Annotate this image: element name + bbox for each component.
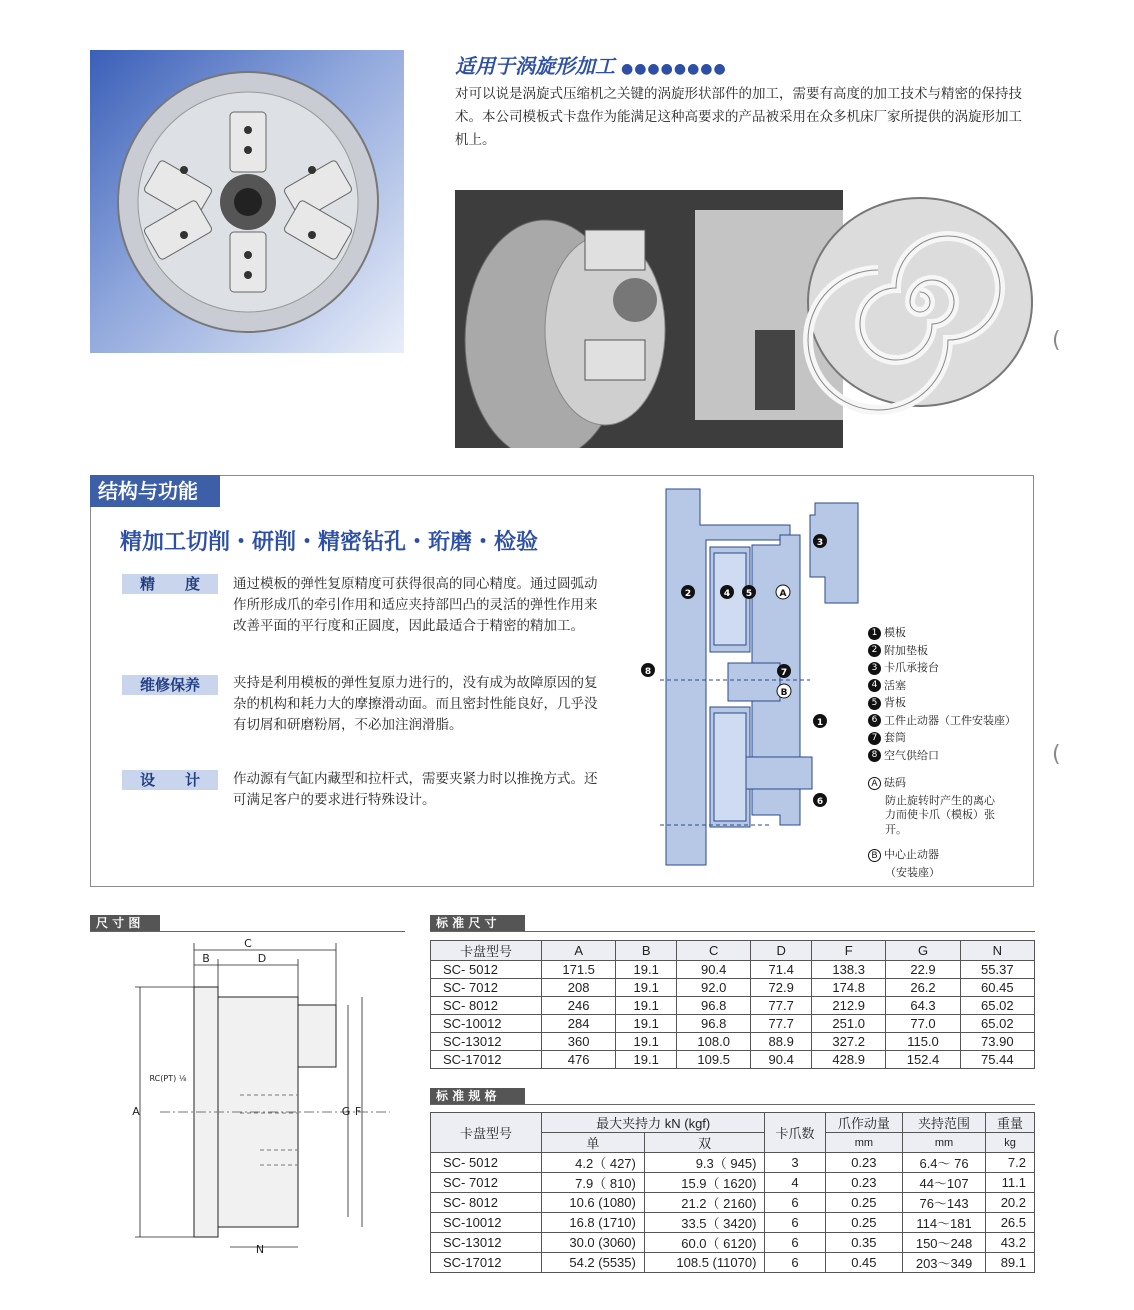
header-rule [430, 931, 1035, 932]
cell: 26.5 [986, 1213, 1035, 1233]
cell: 7.9（ 810) [542, 1173, 645, 1193]
legend-b-desc: （安装座） [885, 865, 940, 879]
cell: 71.4 [751, 961, 812, 979]
col-unit: mm [825, 1133, 902, 1153]
dim-label-d: D [257, 952, 267, 965]
col-header: D [751, 941, 812, 961]
cell: 11.1 [986, 1173, 1035, 1193]
cell: SC- 7012 [431, 979, 542, 997]
cell: 76～143 [903, 1193, 986, 1213]
cell: 6 [765, 1233, 825, 1253]
cell: 73.90 [960, 1033, 1034, 1051]
cell: SC-17012 [431, 1253, 542, 1273]
cell: SC- 8012 [431, 997, 542, 1015]
dimension-drawing-header: 尺 寸 图 [90, 915, 160, 932]
table-row [431, 1173, 1035, 1193]
cell: 19.1 [616, 1051, 677, 1069]
table-row [431, 979, 1035, 997]
cell: SC-10012 [431, 1213, 542, 1233]
svg-text:5: 5 [745, 589, 753, 599]
std-specs-table [430, 1112, 1035, 1273]
table-row [431, 1213, 1035, 1233]
cell: 109.5 [677, 1051, 751, 1069]
cell: 115.0 [886, 1033, 960, 1051]
std-specs-table-wrap [430, 1112, 1035, 1273]
cell: 96.8 [677, 1015, 751, 1033]
svg-text:A: A [779, 589, 787, 599]
cell: 44～107 [903, 1173, 986, 1193]
cell: 55.37 [960, 961, 1034, 979]
cell: 6 [765, 1193, 825, 1213]
std-dims-table-wrap [430, 940, 1035, 1069]
cell: 77.7 [751, 1015, 812, 1033]
machine-photo [455, 190, 843, 448]
col-header: 卡爪数 [765, 1113, 825, 1153]
cell: 212.9 [812, 997, 886, 1015]
legend-item: 4 活塞 [868, 677, 1016, 695]
cell: 65.02 [960, 997, 1034, 1015]
table-row [431, 1033, 1035, 1051]
cell: 60.0（ 6120) [644, 1233, 765, 1253]
cell: 9.3（ 945) [644, 1153, 765, 1173]
cell: 0.25 [825, 1193, 902, 1213]
table-header-row [431, 941, 1035, 961]
cell: SC-10012 [431, 1015, 542, 1033]
col-header: A [542, 941, 616, 961]
dimension-drawing-svg [100, 935, 410, 1265]
cell: 75.44 [960, 1051, 1034, 1069]
header-rule [430, 1104, 1035, 1105]
feature-tag-design: 设 计 [122, 770, 218, 790]
cell: 150～248 [903, 1233, 986, 1253]
cell: 26.2 [886, 979, 960, 997]
cell: 4.2（ 427) [542, 1153, 645, 1173]
svg-text:6: 6 [816, 797, 824, 807]
cell: 284 [542, 1015, 616, 1033]
table-row [431, 1015, 1035, 1033]
legend-a-desc: 力而使卡爪（模板）张 [885, 808, 995, 821]
cell: 15.9（ 1620) [644, 1173, 765, 1193]
cell: 22.9 [886, 961, 960, 979]
dim-label-n: N [255, 1243, 265, 1256]
legend-item: 5 背板 [868, 694, 1016, 712]
feature-text-precision: 通过模板的弹性复原精度可获得很高的同心精度。通过圆弧动作所形成爪的牵引作用和适应夹持部凹凸的灵活的弹性作用来改善平面的平行度和正圆度，因此最适合于精密的精加工。 [233, 576, 598, 634]
machine-illustration [455, 190, 843, 448]
cell: 96.8 [677, 997, 751, 1015]
cell: 476 [542, 1051, 616, 1069]
col-unit: kg [986, 1133, 1035, 1153]
scroll-intro-text: 对可以说是涡旋式压缩机之关键的涡旋形状部件的加工，需要有高度的加工技术与精密的保持技术。本公司模板式卡盘作为能满足这种高要求的产品被采用在众多机床厂家所提供的涡旋形加工机上。 [455, 86, 1022, 148]
cell: SC- 7012 [431, 1173, 542, 1193]
spiral-shape [800, 190, 1035, 425]
cell: 327.2 [812, 1033, 886, 1051]
title-dots: ●●●●●●●● [621, 61, 727, 77]
cell: 90.4 [677, 961, 751, 979]
legend-item: 2 附加垫板 [868, 642, 1016, 660]
legend-item: 7 套筒 [868, 729, 1016, 747]
cell: 16.8 (1710) [542, 1213, 645, 1233]
table-row [431, 1193, 1035, 1213]
cell: SC- 5012 [431, 1153, 542, 1173]
cell: 19.1 [616, 961, 677, 979]
cell: 152.4 [886, 1051, 960, 1069]
col-header: 重量 [986, 1113, 1035, 1133]
svg-text:1: 1 [816, 718, 824, 728]
table-row [431, 997, 1035, 1015]
cell: 3 [765, 1153, 825, 1173]
col-header: C [677, 941, 751, 961]
col-header: 卡盘型号 [431, 1113, 542, 1153]
table-header-row [431, 1113, 1035, 1133]
cell: 0.45 [825, 1253, 902, 1273]
svg-text:4: 4 [723, 589, 731, 599]
cell: 10.6 (1080) [542, 1193, 645, 1213]
cell: 251.0 [812, 1015, 886, 1033]
feature-tag-maintenance: 维修保养 [122, 675, 218, 695]
col-header: 最大夹持力 kN (kgf) [542, 1113, 765, 1133]
legend-item: 1 模板 [868, 624, 1016, 642]
legend-item: 3 卡爪承接台 [868, 659, 1016, 677]
cell: 19.1 [616, 979, 677, 997]
table-row [431, 1051, 1035, 1069]
legend-item-b: B 中心止动器 [868, 846, 1016, 864]
col-header: 单 [542, 1133, 645, 1153]
cell: 6.4～ 76 [903, 1153, 986, 1173]
col-header: 夹持范围 [903, 1113, 986, 1133]
legend-item-a: A 砝码 [868, 774, 1016, 792]
scroll-machining-title: 适用于涡旋形加工 ●●●●●●●● [455, 54, 727, 78]
structure-tab: 结构与功能 [90, 475, 220, 507]
cell: 108.0 [677, 1033, 751, 1051]
cell: 65.02 [960, 1015, 1034, 1033]
col-header: F [812, 941, 886, 961]
cell: 246 [542, 997, 616, 1015]
dim-label-a: A [132, 1105, 140, 1118]
cell: 208 [542, 979, 616, 997]
punch-mark: ( [1052, 328, 1061, 353]
cell: 21.2（ 2160) [644, 1193, 765, 1213]
cell: 174.8 [812, 979, 886, 997]
cell: 428.9 [812, 1051, 886, 1069]
std-specs-header: 标 准 规 格 [430, 1088, 525, 1105]
cell: 64.3 [886, 997, 960, 1015]
col-header: 卡盘型号 [431, 941, 542, 961]
dim-label-g: G [341, 1105, 351, 1118]
col-unit: mm [903, 1133, 986, 1153]
dim-label-c: C [244, 937, 252, 950]
cell: 90.4 [751, 1051, 812, 1069]
cell: 203～349 [903, 1253, 986, 1273]
dim-label-b: B [202, 952, 210, 965]
legend-item: 8 空气供给口 [868, 747, 1016, 765]
cell: 19.1 [616, 1033, 677, 1051]
cell: 6 [765, 1213, 825, 1233]
cell: 60.45 [960, 979, 1034, 997]
legend-item: 6 工件止动器（工件安装座） [868, 712, 1016, 730]
cell: 19.1 [616, 1015, 677, 1033]
std-dims-table [430, 940, 1035, 1069]
cell: 43.2 [986, 1233, 1035, 1253]
feature-text-maintenance: 夹持是利用模板的弹性复原力进行的，没有成为故障原因的复杂的机构和耗力大的摩擦滑动面。而且密封性能良好，几乎没有切屑和研磨粉屑，不必加注润滑脂。 [233, 675, 598, 733]
feature-tag-precision: 精 度 [122, 574, 218, 594]
table-row [431, 1253, 1035, 1273]
cell: 88.9 [751, 1033, 812, 1051]
cell: 138.3 [812, 961, 886, 979]
cell: SC- 8012 [431, 1193, 542, 1213]
cell: 77.0 [886, 1015, 960, 1033]
col-header: 爪作动量 [825, 1113, 902, 1133]
feature-text-design: 作动源有气缸内藏型和拉杆式，需要夹紧力时以推挽方式。还可满足客户的要求进行特殊设计。 [233, 771, 598, 808]
chuck-illustration [90, 50, 404, 353]
cell: 89.1 [986, 1253, 1035, 1273]
cross-section-diagram [640, 485, 860, 877]
dimension-drawing [100, 935, 410, 1265]
header-rule [90, 931, 405, 932]
std-dims-header: 标 准 尺 寸 [430, 915, 525, 932]
col-header: B [616, 941, 677, 961]
punch-mark: ( [1052, 742, 1061, 767]
svg-text:7: 7 [780, 668, 788, 678]
structure-subhead: 精加工切削・研削・精密钻孔・珩磨・检验 [120, 530, 539, 555]
table-row [431, 1153, 1035, 1173]
cell: 108.5 (11070) [644, 1253, 765, 1273]
cell: 6 [765, 1253, 825, 1273]
dim-label-f: F [354, 1105, 362, 1118]
cell: 19.1 [616, 997, 677, 1015]
cell: 20.2 [986, 1193, 1035, 1213]
cell: SC- 5012 [431, 961, 542, 979]
cell: SC-13012 [431, 1233, 542, 1253]
cell: 72.9 [751, 979, 812, 997]
parts-legend [868, 624, 1016, 881]
cell: 33.5（ 3420) [644, 1213, 765, 1233]
cell: 7.2 [986, 1153, 1035, 1173]
cell: 4 [765, 1173, 825, 1193]
cell: 92.0 [677, 979, 751, 997]
table-row [431, 1233, 1035, 1253]
cell: SC-13012 [431, 1033, 542, 1051]
cell: 30.0 (3060) [542, 1233, 645, 1253]
svg-text:2: 2 [684, 589, 692, 599]
dim-label-rc: RC(PT) ¹⁄₈ [149, 1074, 187, 1083]
svg-text:3: 3 [816, 538, 824, 548]
col-header: 双 [644, 1133, 765, 1153]
chuck-product-photo [90, 50, 404, 353]
cell: 0.23 [825, 1153, 902, 1173]
cell: 54.2 (5535) [542, 1253, 645, 1273]
cell: SC-17012 [431, 1051, 542, 1069]
legend-a-desc: 防止旋转时产生的离心 [885, 793, 995, 807]
cell: 0.35 [825, 1233, 902, 1253]
svg-text:B: B [780, 688, 788, 698]
cell: 77.7 [751, 997, 812, 1015]
cell: 360 [542, 1033, 616, 1051]
scroll-part-illustration [800, 190, 1035, 425]
col-header: G [886, 941, 960, 961]
cross-section-drawing [640, 485, 860, 877]
col-header: N [960, 941, 1034, 961]
cell: 0.23 [825, 1173, 902, 1193]
table-row [431, 961, 1035, 979]
cell: 0.25 [825, 1213, 902, 1233]
svg-text:8: 8 [644, 667, 652, 677]
cell: 171.5 [542, 961, 616, 979]
legend-a-desc: 开。 [885, 822, 907, 836]
cell: 114～181 [903, 1213, 986, 1233]
